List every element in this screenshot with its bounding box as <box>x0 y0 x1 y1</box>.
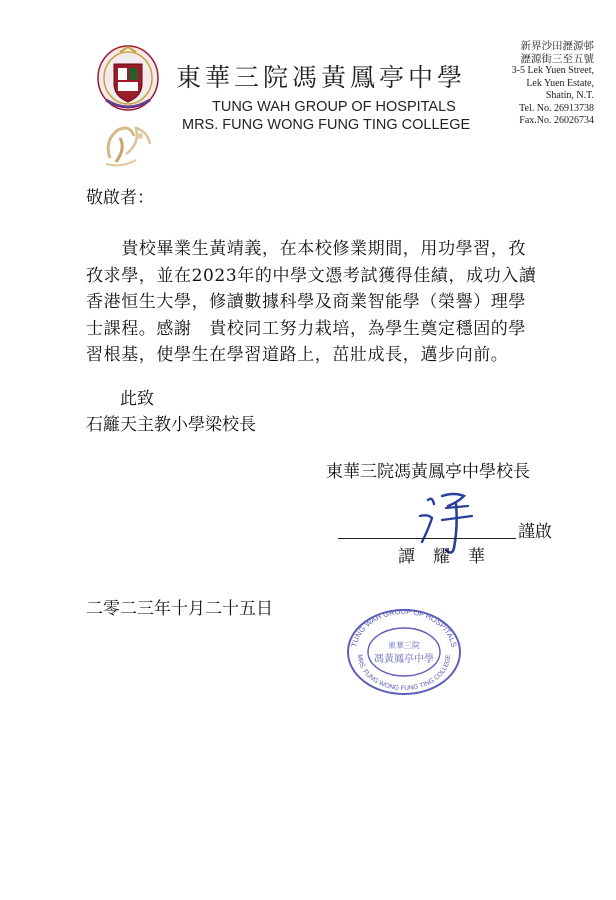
paragraph-line: 貴校畢業生黃靖義，在本校修業期間，用功學習，孜 <box>86 239 526 259</box>
school-stamp-seal <box>344 606 464 696</box>
school-name-english-line1: TUNG WAH GROUP OF HOSPITALS <box>212 99 456 115</box>
sender-name: 譚耀華 <box>398 547 503 567</box>
address-line: Tel. No. 26913738 <box>519 102 594 114</box>
address-line: 新界沙田瀝源邨 <box>520 40 594 52</box>
decorative-flower-icon <box>96 118 162 170</box>
paragraph-line: 習根基，使學生在學習道路上，茁壯成長，邁步向前。 <box>86 345 509 365</box>
closing-phrase: 此致 <box>120 389 154 409</box>
school-crest-logo <box>96 44 160 114</box>
address-line: 3-5 Lek Yuen Street, <box>511 65 594 76</box>
address-line: Shatin, N.T. <box>545 90 594 101</box>
recipient-line: 石籬天主教小學梁校長 <box>86 415 256 435</box>
stamp-inner-line2: 馮黃鳳亭中學 <box>374 654 434 665</box>
stamp-outer-top-text: TUNG WAH GROUP OF HOSPITALS <box>349 606 459 648</box>
address-line: Fax.No. 26026734 <box>519 115 594 126</box>
school-address-block <box>484 40 594 128</box>
letter-body-paragraph <box>86 236 556 369</box>
stamp-outer-bottom-text: MRS. FUNG WONG FUNG TING COLLEGE <box>355 654 453 693</box>
school-name-english-line2: MRS. FUNG WONG FUNG TING COLLEGE <box>182 117 471 133</box>
signature-line <box>338 538 516 539</box>
letter-date: 二零二三年十月二十五日 <box>86 599 273 619</box>
sender-title: 東華三院馮黃鳳亭中學校長 <box>326 462 530 482</box>
address-line: Lek Yuen Estate, <box>526 77 594 89</box>
sign-off-text: 謹啟 <box>518 522 552 542</box>
salutation: 敬啟者： <box>86 188 154 208</box>
stamp-inner-line1: 東華三院 <box>388 641 420 650</box>
paragraph-line: 香港恒生大學，修讀數據科學及商業智能學（榮譽）理學 <box>86 292 526 312</box>
school-name-chinese: 東華三院馮黃鳳亭中學 <box>176 63 467 92</box>
address-line: 瀝源街三至五號 <box>520 52 594 65</box>
paragraph-line: 孜求學，並在2023年的中學文憑考試獲得佳績，成功入讀 <box>86 265 537 286</box>
paragraph-line: 士課程。感謝 貴校同工努力栽培，為學生奠定穩固的學 <box>86 318 526 339</box>
